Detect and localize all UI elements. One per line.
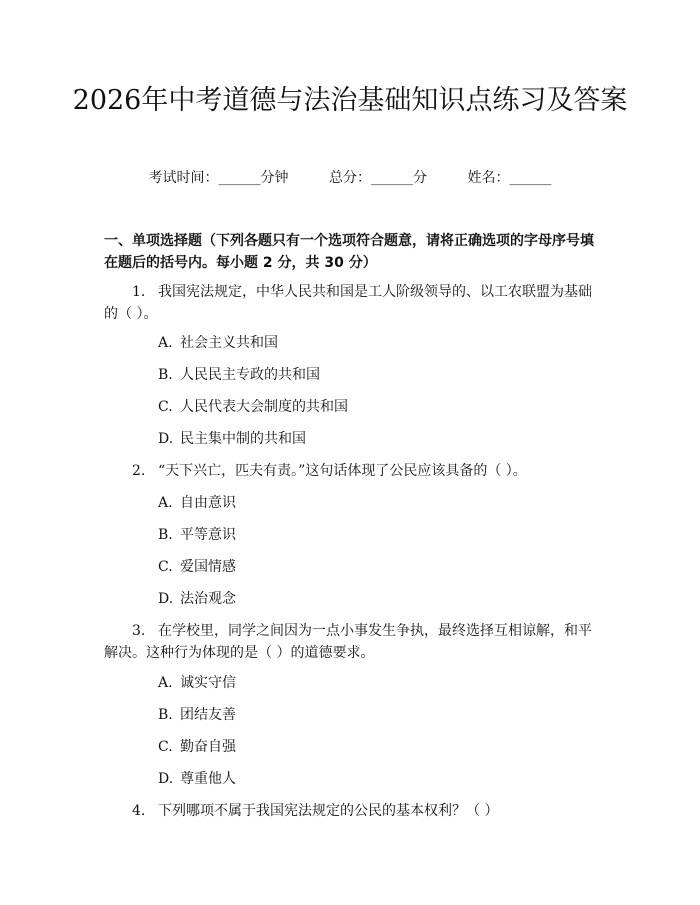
question-text: 我国宪法规定，中华人民共和国是工人阶级领导的、以工农联盟为基础的（ ）。 (104, 284, 592, 322)
option-letter: B. (158, 367, 173, 383)
question-number: 1. (132, 284, 146, 300)
option-letter: D. (158, 591, 174, 607)
option-1d (158, 429, 598, 449)
option-1b (158, 365, 598, 385)
option-text: 自由意识 (180, 495, 236, 511)
exam-meta (0, 168, 700, 188)
option-text: 法治观念 (180, 591, 236, 607)
option-1a (158, 333, 598, 353)
option-3c (158, 737, 598, 757)
question-text: 在学校里，同学之间因为一点小事发生争执，最终选择互相谅解，和平解决。这种行为体现的是（ ）的道德要求。 (104, 623, 592, 661)
option-text: 人民民主专政的共和国 (180, 367, 320, 383)
total-score-field: 总分：______分 (329, 170, 427, 186)
option-2a (158, 493, 598, 513)
question-number: 4. (132, 803, 146, 819)
option-letter: A. (158, 335, 173, 351)
option-text: 勤奋自强 (180, 739, 236, 755)
option-text: 民主集中制的共和国 (180, 431, 306, 447)
option-letter: C. (158, 399, 173, 415)
option-letter: A. (158, 675, 173, 691)
exam-time-field: 考试时间：______分钟 (148, 170, 289, 186)
option-3a (158, 673, 598, 693)
option-text: 爱国情感 (180, 559, 236, 575)
option-3b (158, 705, 598, 725)
option-text: 诚实守信 (180, 675, 236, 691)
question-number: 2. (132, 463, 146, 479)
question-number: 3. (132, 623, 146, 639)
option-1c (158, 397, 598, 417)
option-text: 人民代表大会制度的共和国 (180, 399, 348, 415)
question-1 (104, 281, 604, 325)
option-letter: D. (158, 771, 174, 787)
option-letter: A. (158, 495, 173, 511)
option-text: 尊重他人 (180, 771, 236, 787)
page-title: 2026年中考道德与法治基础知识点练习及答案 (72, 85, 628, 116)
option-letter: B. (158, 527, 173, 543)
question-4 (104, 800, 604, 822)
question-2 (104, 460, 604, 482)
question-text: “天下兴亡，匹夫有责。”这句话体现了公民应该具备的（ ）。 (158, 463, 527, 479)
option-2c (158, 557, 598, 577)
section-heading: 一、单项选择题（下列各题只有一个选项符合题意，请将正确选项的字母序号填在题后的括号内。每小题 2 分，共 30 分） (104, 233, 594, 271)
name-field: 姓名：______ (467, 170, 552, 186)
option-text: 平等意识 (180, 527, 236, 543)
option-2d (158, 589, 598, 609)
question-3 (104, 620, 604, 664)
option-letter: D. (158, 431, 174, 447)
option-text: 团结友善 (180, 707, 236, 723)
option-text: 社会主义共和国 (180, 335, 278, 351)
question-text: 下列哪项不属于我国宪法规定的公民的基本权利？（ ） (158, 803, 499, 819)
option-3d (158, 769, 598, 789)
option-letter: C. (158, 559, 173, 575)
option-letter: B. (158, 707, 173, 723)
option-letter: C. (158, 739, 173, 755)
option-2b (158, 525, 598, 545)
